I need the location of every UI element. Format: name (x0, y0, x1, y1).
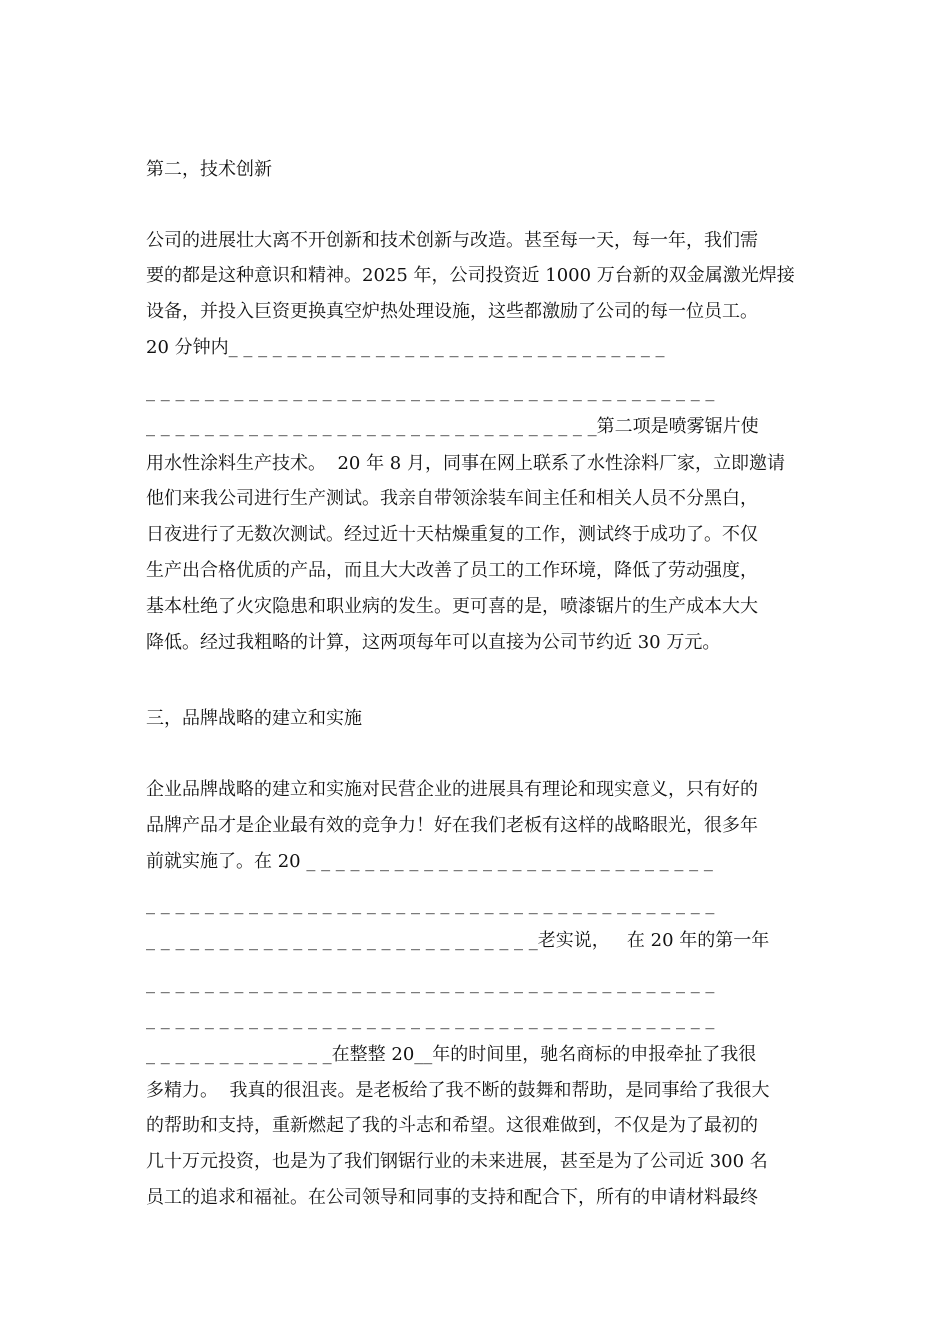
paragraph-line: 前就实施了。在 20 _ _ _ _ _ _ _ _ _ _ _ _ _ _ _ _ _ _ _ _ _ _ _ _ _ _ _ _ (146, 851, 713, 872)
paragraph-line: 设备，并投入巨资更换真空炉热处理设施，这些都激励了公司的每一位员工。 (146, 301, 758, 322)
section-heading-brand-strategy: 三，品牌战略的建立和实施 (146, 708, 362, 729)
section-heading-technology-innovation: 第二，技术创新 (146, 159, 272, 180)
paragraph-line: 20 分钟内_ _ _ _ _ _ _ _ _ _ _ _ _ _ _ _ _ _ _ _ _ _ _ _ _ _ _ _ _ _ (146, 337, 665, 358)
paragraph-line: 品牌产品才是企业最有效的竞争力！好在我们老板有这样的战略眼光，很多年 (146, 815, 758, 836)
paragraph-line: _ _ _ _ _ _ _ _ _ _ _ _ _ _ _ _ _ _ _ _ _ _ _ _ _ _ _ _ _ _ _ _ _ _ _ _ _ _ _ (146, 1009, 715, 1030)
paragraph-line: 员工的追求和福祉。在公司领导和同事的支持和配合下，所有的申请材料最终 (146, 1187, 758, 1208)
paragraph-line: 用水性涂料生产技术。 20 年 8 月，同事在网上联系了水性涂料厂家，立即邀请 (146, 453, 785, 474)
paragraph-line: 降低。经过我粗略的计算，这两项每年可以直接为公司节约近 30 万元。 (146, 632, 721, 653)
paragraph-line: _ _ _ _ _ _ _ _ _ _ _ _ _ _ _ _ _ _ _ _ _ _ _ _ _ _ _ _ _ _ _ _ _ _ _ _ _ _ _ (146, 894, 715, 915)
paragraph-line: _ _ _ _ _ _ _ _ _ _ _ _ _ _ _ _ _ _ _ _ _ _ _ _ _ _ _ _ _ _ _ _ _ _ _ _ _ _ _ (146, 973, 715, 994)
paragraph-line: _ _ _ _ _ _ _ _ _ _ _ _ _在整整 20__年的时间里，驰名商标的申报牵扯了我很 (146, 1044, 757, 1065)
paragraph-line: 几十万元投资，也是为了我们钢锯行业的未来进展，甚至是为了公司近 300 名 (146, 1151, 768, 1172)
paragraph-line: 要的都是这种意识和精神。2025 年，公司投资近 1000 万台新的双金属激光焊接 (146, 265, 795, 286)
paragraph-line: 生产出合格优质的产品，而且大大改善了员工的工作环境，降低了劳动强度， (146, 560, 758, 581)
paragraph-line: 公司的进展壮大离不开创新和技术创新与改造。甚至每一天，每一年，我们需 (146, 230, 758, 251)
paragraph-line: _ _ _ _ _ _ _ _ _ _ _ _ _ _ _ _ _ _ _ _ _ _ _ _ _ _ _ _ _ _ _第二项是喷雾锯片使 (146, 416, 759, 437)
paragraph-line: 日夜进行了无数次测试。经过近十天枯燥重复的工作，测试终于成功了。不仅 (146, 524, 758, 545)
paragraph-line: 的帮助和支持，重新燃起了我的斗志和希望。这很难做到，不仅是为了最初的 (146, 1115, 758, 1136)
paragraph-line: 他们来我公司进行生产测试。我亲自带领涂装车间主任和相关人员不分黑白， (146, 488, 758, 509)
paragraph-line: _ _ _ _ _ _ _ _ _ _ _ _ _ _ _ _ _ _ _ _ _ _ _ _ _ _ _ _ _ _ _ _ _ _ _ _ _ _ _ (146, 381, 715, 402)
paragraph-line: 基本杜绝了火灾隐患和职业病的发生。更可喜的是，喷漆锯片的生产成本大大 (146, 596, 758, 617)
paragraph-line: _ _ _ _ _ _ _ _ _ _ _ _ _ _ _ _ _ _ _ _ _ _ _ _ _ _ _老实说， 在 20 年的第一年 (146, 930, 770, 951)
paragraph-line: 企业品牌战略的建立和实施对民营企业的进展具有理论和现实意义，只有好的 (146, 779, 758, 800)
paragraph-line: 多精力。 我真的很沮丧。是老板给了我不断的鼓舞和帮助，是同事给了我很大 (146, 1080, 770, 1101)
